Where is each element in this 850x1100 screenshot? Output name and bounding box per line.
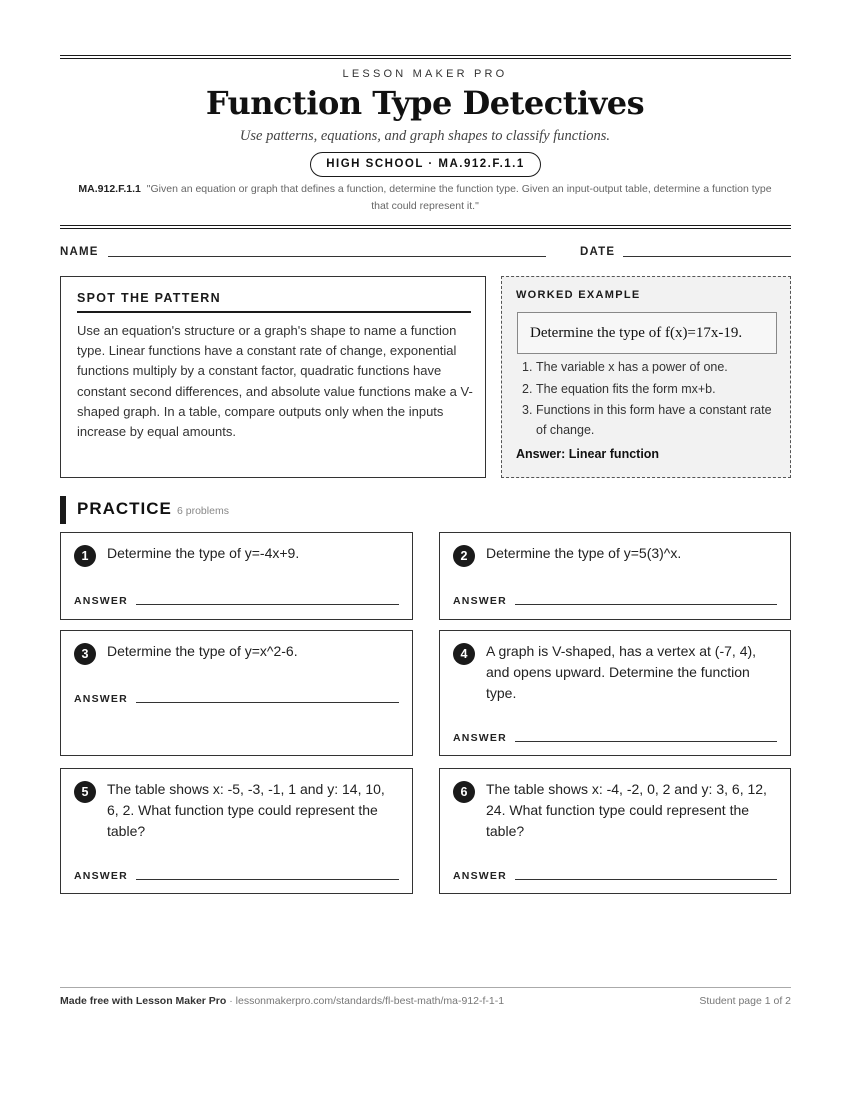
problem-number-badge: 2 — [453, 545, 475, 567]
answer-label: ANSWER — [453, 595, 507, 607]
problem-number-badge: 4 — [453, 643, 475, 665]
step-item: 3. Functions in this form have a constant rate of change. — [522, 403, 772, 437]
worked-example-problem: Determine the type of f(x)=17x-19. — [517, 312, 777, 354]
practice-accent-bar — [60, 496, 66, 524]
problem-card-3 — [60, 630, 413, 756]
answer-field-1[interactable] — [136, 604, 399, 605]
page-title: Function Type Detectives — [205, 84, 645, 122]
problem-text: The table shows x: -5, -3, -1, 1 and y: 14, 10, 6, 2. What function type could represent the table? — [107, 781, 385, 839]
name-label: NAME — [60, 246, 99, 258]
spot-pattern-body: Use an equation's structure or a graph's shape to name a function type. Linear functions have a constant rate of change, exponential functions multiply by a constant factor, quadratic functions have constant second differences, and absolute value functions make a V-shaped graph. In a table, compare outputs only when the inputs increase by equal amounts. — [77, 323, 473, 440]
answer-field-5[interactable] — [136, 879, 399, 880]
date-field[interactable] — [623, 256, 791, 257]
answer-field-2[interactable] — [515, 604, 777, 605]
page-subtitle: Use patterns, equations, and graph shapes to classify functions. — [239, 128, 611, 144]
problem-card-4 — [439, 630, 791, 756]
spot-pattern-card — [60, 276, 486, 478]
answer-label: ANSWER — [74, 693, 128, 705]
problem-number-badge: 3 — [74, 643, 96, 665]
answer-field-3[interactable] — [136, 702, 399, 703]
problem-number-badge: 5 — [74, 781, 96, 803]
problem-text: The table shows x: -4, -2, 0, 2 and y: 3, 6, 12, 24. What function type could represent the table? — [486, 781, 767, 839]
problem-number-badge: 1 — [74, 545, 96, 567]
worked-example-heading: WORKED EXAMPLE — [516, 289, 641, 301]
problem-text: Determine the type of y=-4x+9. — [107, 545, 300, 561]
date-label: DATE — [580, 246, 616, 258]
answer-field-6[interactable] — [515, 879, 777, 880]
answer-label: ANSWER — [453, 870, 507, 882]
answer-label: ANSWER — [74, 595, 128, 607]
standard-text: "Given an equation or graph that defines a function, determine the function type. Given an input-output table, determine a function type that could represent it." — [146, 183, 772, 212]
standard-description — [75, 181, 775, 215]
footer-made-with: Made free with Lesson Maker Pro — [60, 995, 227, 1007]
answer-label: ANSWER — [453, 732, 507, 744]
standard-code: MA.912.F.1.1 — [78, 183, 141, 195]
answer-label: ANSWER — [74, 870, 128, 882]
answer-field-4[interactable] — [515, 741, 777, 742]
problem-text: Determine the type of y=5(3)^x. — [486, 545, 682, 561]
spot-pattern-heading: SPOT THE PATTERN — [77, 291, 471, 313]
step-item: 1. The variable x has a power of one. — [522, 360, 728, 374]
mid-double-rule — [60, 225, 791, 229]
problem-card-1 — [60, 532, 413, 620]
problem-number-badge: 6 — [453, 781, 475, 803]
problem-text: Determine the type of y=x^2-6. — [107, 643, 298, 659]
name-field[interactable] — [108, 256, 546, 257]
brand-name: LESSON MAKER PRO — [342, 68, 508, 80]
worked-example-answer: Answer: Linear function — [516, 447, 660, 461]
problem-text: A graph is V-shaped, has a vertex at (-7, 4), and opens upward. Determine the function type. — [486, 643, 757, 701]
footer-credit — [60, 995, 504, 1007]
practice-heading: PRACTICE — [77, 499, 172, 518]
problem-card-5 — [60, 768, 413, 894]
top-double-rule — [60, 55, 791, 59]
worked-example-card — [501, 276, 791, 478]
problem-card-2 — [439, 532, 791, 620]
footer-page-number: Student page 1 of 2 — [699, 995, 791, 1007]
worked-example-steps — [522, 358, 784, 442]
step-item: 2. The equation fits the form mx+b. — [522, 381, 716, 396]
practice-count: 6 problems — [177, 505, 229, 517]
footer-url[interactable]: · lessonmakerpro.com/standards/fl-best-math/ma-912-f-1-1 — [226, 995, 505, 1007]
level-badge: HIGH SCHOOL · MA.912.F.1.1 — [310, 152, 541, 177]
problem-card-6 — [439, 768, 791, 894]
footer-rule — [60, 987, 791, 988]
